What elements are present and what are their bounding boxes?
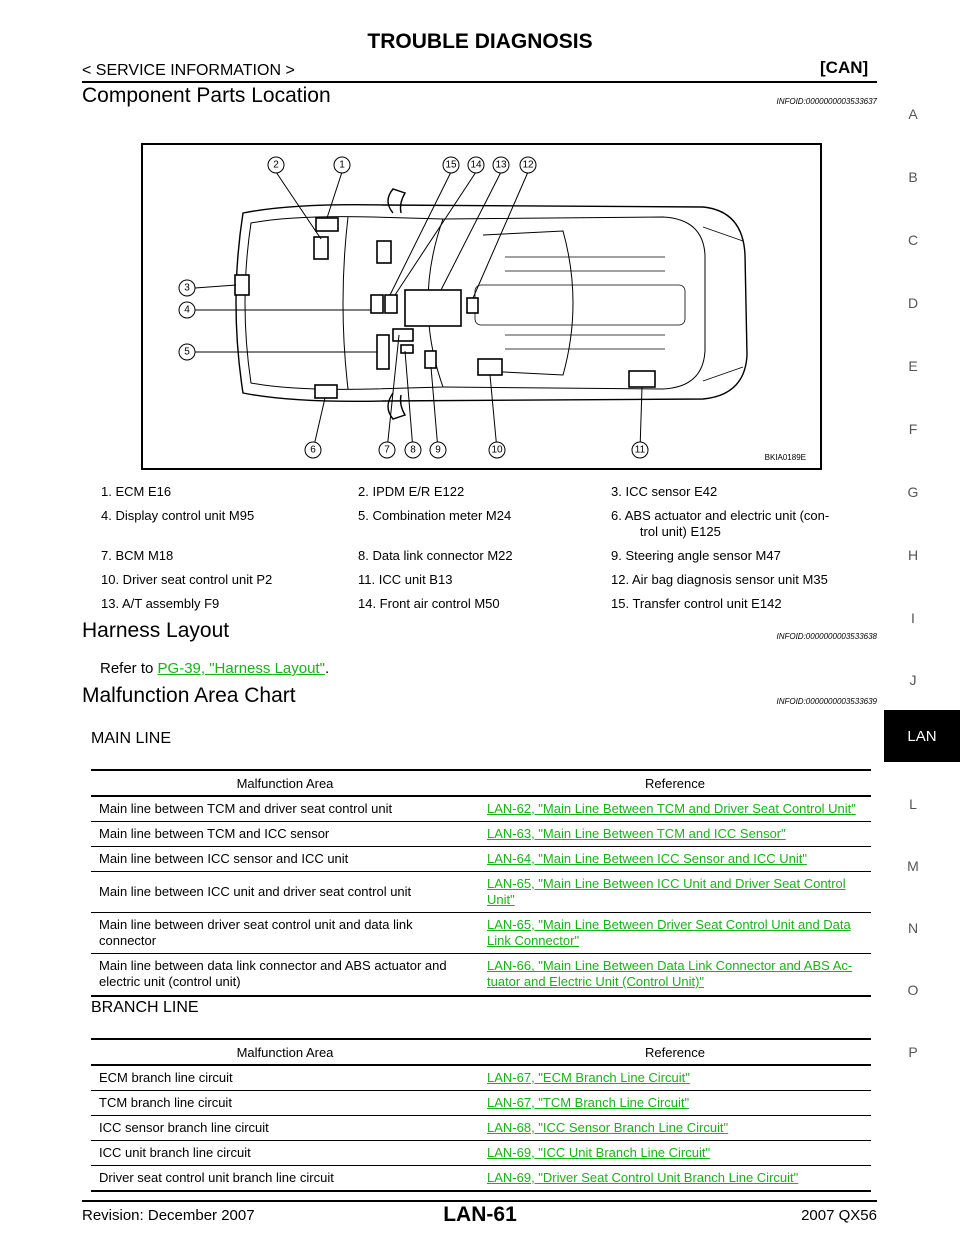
legend-item: 1. ECM E16: [101, 484, 172, 499]
column-header: Malfunction Area: [91, 770, 479, 796]
vehicle-diagram: [141, 143, 822, 470]
side-index-m[interactable]: M: [907, 858, 919, 874]
malfunction-area-cell: Main line between TCM and ICC sensor: [91, 822, 479, 847]
legend-row: [101, 572, 871, 588]
malfunction-area-cell: Main line between driver seat control unit and data link connector: [91, 913, 479, 954]
malfunction-chart-title: Malfunction Area Chart: [82, 684, 296, 707]
legend-item: 5. Combination meter M24: [358, 508, 512, 523]
callout-9: 9: [435, 444, 441, 456]
malfunction-area-cell: Main line between ICC sensor and ICC unit: [91, 847, 479, 872]
harness-layout-infoid: INFOID:0000000003533638: [776, 632, 877, 641]
table-row: [91, 1166, 871, 1192]
side-index-c[interactable]: C: [907, 232, 919, 248]
legend-row: [101, 508, 871, 540]
section-code: [CAN]: [820, 58, 869, 77]
reference-link[interactable]: LAN-63, "Main Line Between TCM and ICC Sensor": [487, 826, 786, 841]
table-row: [91, 913, 871, 954]
main-line-title: MAIN LINE: [91, 730, 172, 747]
reference-link[interactable]: LAN-65, "Main Line Between ICC Unit and Driver Seat Control Unit": [487, 876, 846, 907]
malfunction-area-cell: Main line between ICC unit and driver seat control unit: [91, 872, 479, 913]
malfunction-chart-infoid: INFOID:0000000003533639: [776, 697, 877, 706]
callout-14: 14: [470, 159, 482, 171]
footer-model: 2007 QX56: [801, 1207, 877, 1224]
column-header: Reference: [479, 770, 871, 796]
malfunction-area-cell: Driver seat control unit branch line circuit: [91, 1166, 479, 1192]
reference-link[interactable]: LAN-69, "Driver Seat Control Unit Branch Line Circuit": [487, 1170, 799, 1185]
callout-2: 2: [273, 159, 279, 171]
reference-link[interactable]: LAN-64, "Main Line Between ICC Sensor and ICC Unit": [487, 851, 807, 866]
side-index-o[interactable]: O: [907, 982, 919, 998]
side-index-e[interactable]: E: [908, 358, 918, 374]
legend-row: [101, 596, 871, 612]
legend-item: 8. Data link connector M22: [358, 548, 513, 563]
table-header-row: [91, 1039, 871, 1065]
side-index-b[interactable]: B: [908, 169, 918, 185]
table-header-row: [91, 770, 871, 796]
callout-12: 12: [522, 159, 534, 171]
reference-link[interactable]: LAN-68, "ICC Sensor Branch Line Circuit": [487, 1120, 729, 1135]
malfunction-area-cell: Main line between TCM and driver seat control unit: [91, 796, 479, 822]
component-parts-title: Component Parts Location: [82, 84, 331, 107]
page-header-subtitle: < SERVICE INFORMATION >: [82, 62, 295, 79]
callout-8: 8: [410, 444, 416, 456]
side-index-l[interactable]: L: [909, 796, 917, 812]
legend-row: [101, 548, 871, 564]
table-row: [91, 796, 871, 822]
harness-layout-title: Harness Layout: [82, 619, 230, 642]
refer-prefix: Refer to: [100, 660, 158, 677]
side-index-g[interactable]: G: [907, 484, 919, 500]
table-row: [91, 1065, 871, 1091]
reference-link[interactable]: LAN-69, "ICC Unit Branch Line Circuit": [487, 1145, 711, 1160]
reference-link[interactable]: LAN-62, "Main Line Between TCM and Driver Seat Control Unit": [487, 801, 856, 816]
component-parts-infoid: INFOID:0000000003533637: [776, 97, 877, 106]
reference-link[interactable]: LAN-66, "Main Line Between Data Link Connector and ABS Ac-tuator and Electric Unit (Control Unit)": [487, 958, 853, 990]
legend-item: 14. Front air control M50: [358, 596, 500, 611]
table-row: [91, 1141, 871, 1166]
side-index-j[interactable]: J: [909, 672, 917, 688]
column-header: Malfunction Area: [91, 1039, 479, 1065]
malfunction-area-cell: TCM branch line circuit: [91, 1091, 479, 1116]
legend-item: 15. Transfer control unit E142: [611, 596, 782, 611]
legend-item: 13. A/T assembly F9: [101, 596, 220, 611]
malfunction-area-cell: ECM branch line circuit: [91, 1065, 479, 1091]
legend-item: 12. Air bag diagnosis sensor unit M35: [611, 572, 828, 587]
callout-15: 15: [445, 159, 457, 171]
callout-4: 4: [184, 304, 190, 316]
legend-item: 10. Driver seat control unit P2: [101, 572, 273, 587]
legend-item: 7. BCM M18: [101, 548, 174, 563]
column-header: Reference: [479, 1039, 871, 1065]
side-index-lan-active[interactable]: LAN: [884, 710, 960, 762]
footer-rule: [82, 1200, 877, 1202]
callout-3: 3: [184, 282, 190, 294]
footer-revision: Revision: December 2007: [82, 1207, 255, 1224]
table-row: [91, 872, 871, 913]
reference-link[interactable]: LAN-67, "TCM Branch Line Circuit": [487, 1095, 690, 1110]
reference-link[interactable]: LAN-65, "Main Line Between Driver Seat Control Unit and Data Link Connector": [487, 917, 851, 948]
component-legend: [101, 484, 871, 620]
harness-layout-link[interactable]: PG-39, "Harness Layout": [157, 660, 325, 677]
legend-item: 4. Display control unit M95: [101, 508, 255, 523]
callout-1: 1: [339, 159, 345, 171]
branch-line-title: BRANCH LINE: [91, 999, 199, 1016]
side-index-a[interactable]: A: [908, 106, 918, 122]
legend-item: 6. ABS actuator and electric unit (con- trol unit) E125: [611, 508, 830, 539]
table-row: [91, 954, 871, 996]
legend-item: 11. ICC unit B13: [358, 572, 453, 587]
figure-code: BKIA0189E: [764, 453, 806, 462]
table-row: [91, 822, 871, 847]
side-index-f[interactable]: F: [908, 421, 918, 437]
reference-link[interactable]: LAN-67, "ECM Branch Line Circuit": [487, 1070, 690, 1085]
callout-13: 13: [495, 159, 507, 171]
vehicle-diagram-svg: [143, 145, 820, 468]
callout-5: 5: [184, 346, 190, 358]
malfunction-area-cell: ICC unit branch line circuit: [91, 1141, 479, 1166]
callout-11: 11: [634, 444, 646, 456]
table-row: [91, 847, 871, 872]
page-header-title: TROUBLE DIAGNOSIS: [367, 30, 593, 53]
callout-10: 10: [491, 444, 503, 456]
refer-suffix: .: [324, 660, 330, 677]
side-index-i[interactable]: I: [911, 610, 915, 626]
legend-item: 2. IPDM E/R E122: [358, 484, 465, 499]
side-index-d[interactable]: D: [907, 295, 919, 311]
header-rule: [82, 81, 877, 83]
harness-refer-text: [100, 660, 329, 677]
legend-row: [101, 484, 871, 500]
side-index-p[interactable]: P: [908, 1044, 918, 1060]
side-index-n[interactable]: N: [907, 920, 919, 936]
malfunction-area-cell: ICC sensor branch line circuit: [91, 1116, 479, 1141]
footer-page-number: LAN-61: [443, 1203, 517, 1226]
main-line-table: [91, 769, 871, 997]
branch-line-table: [91, 1038, 871, 1192]
malfunction-area-cell: Main line between data link connector and ABS actuator and electric unit (control unit): [91, 954, 479, 996]
callout-7: 7: [384, 444, 390, 456]
legend-item: 3. ICC sensor E42: [611, 484, 718, 499]
callout-6: 6: [310, 444, 316, 456]
table-row: [91, 1091, 871, 1116]
side-index-h[interactable]: H: [907, 547, 919, 563]
table-row: [91, 1116, 871, 1141]
legend-item: 9. Steering angle sensor M47: [611, 548, 781, 563]
